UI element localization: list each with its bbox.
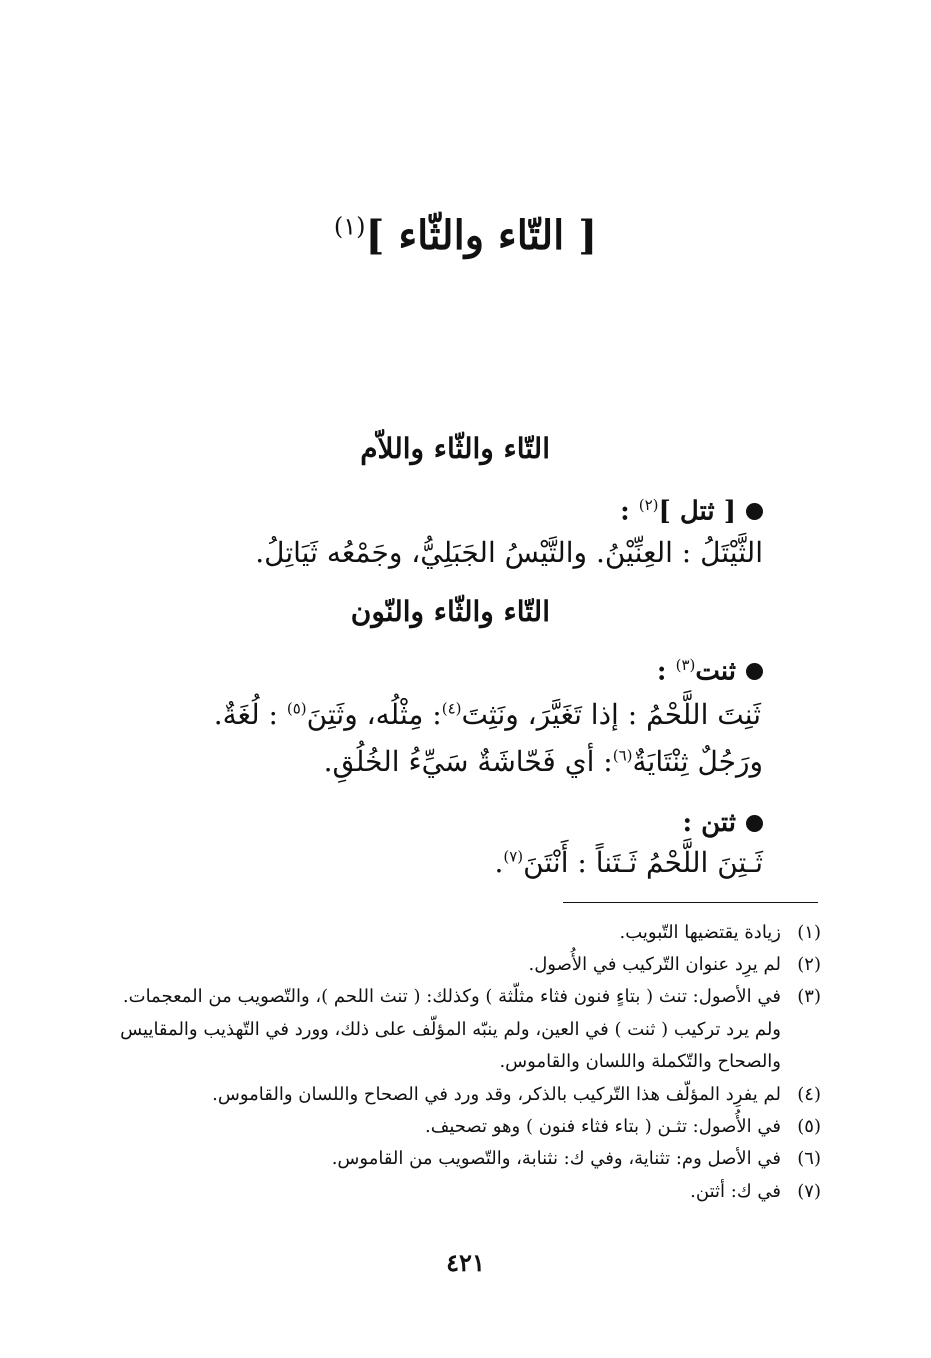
section-heading-tha-lam: التّاء والثّاء واللاّم [360, 432, 550, 465]
entry-head-thtn [682, 808, 763, 838]
footnote-4: (٤) لم يفرِد المؤلّف هذا التّركيب بالذكر، وقد ورد في الصحاح واللسان والقاموس. [212, 1084, 821, 1105]
bullet-icon [746, 815, 763, 832]
footnote-7: (٧) في ك: أثتن. [690, 1181, 821, 1202]
bullet-icon [746, 663, 763, 680]
footnote-number: (٧) [797, 1181, 821, 1202]
entry-head-text: ثتن : [682, 808, 736, 838]
entry-line: ورَجُلٌ ثِنْتَايَةٌ$^{(٦)}$: أي فَحّاشَةٌ سَيِّءُ الخُلُقِ. [323, 745, 763, 778]
footnote-number: (٥) [797, 1116, 821, 1137]
entry-line: ثَـتِنَ اللَّحْمُ ثَـتَناً : أَنْتَنَ$^{(٧)}$. [494, 846, 763, 879]
bullet-icon [746, 503, 763, 520]
entry-line: الثَّيْتَلُ : العِنِّيْنُ. والتَّيْسُ الجَبَلِيُّ، وجَمْعُه ثَيَاتِلُ. [255, 536, 763, 569]
footnote-divider [563, 902, 818, 903]
footnote-2: (٢) لم يرِد عنوان التّركيب في الأُصول. [528, 954, 821, 975]
footnote-number: (٣) [797, 986, 821, 1007]
entry-head-thtl [620, 496, 763, 527]
footnote-3-line-3: والصحاح والتّكملة واللسان والقاموس. [499, 1051, 781, 1072]
footnote-number: (٢) [797, 954, 821, 975]
footnote-number: (٤) [797, 1084, 821, 1105]
footnote-6: (٦) في الأصل وم: تثناية، وفي ك: نثنابة، والتّصويب من القاموس. [331, 1148, 821, 1169]
chapter-title [0, 212, 931, 259]
footnote-number: (٦) [797, 1148, 821, 1169]
entry-head-text: ثنت$^{(٣)}$ : [656, 656, 736, 687]
page-number: ٤٢١ [446, 1248, 485, 1277]
footnote-5: (٥) في الأُصول: تثـن ( بتاء فثاء فنون ) وهو تصحيف. [425, 1116, 821, 1137]
footnote-number: (١) [797, 922, 821, 943]
footnote-3: (٣) في الأصول: تنث ( بتاءٍ فنون فثاء مثلّثة ) وكذلك: ( تنث اللحم )، والتّصويب من المعجمات. [122, 986, 821, 1007]
entry-head-thnt [657, 656, 763, 687]
chapter-title-text: [ التّاء والثّاء ] [365, 212, 598, 259]
footnote-3-line-2: ولم يرد تركيب ( ثنت ) في العين، ولم ينبّه المؤلّف على ذلك، وورد في التّهذيب والمقاييس [120, 1019, 781, 1040]
footnote-1: (١) زيادة يقتضيها التّبويب. [619, 922, 821, 943]
entry-head-text: [ ثتل ]$^{(٢)}$ : [620, 496, 736, 527]
entry-line: ثَنِتَ اللَّحْمُ : إذا تَغَيَّرَ، ونَثِتَ$^{(٤)}$: مِثْلُه، وثَتِنَ$^{(٥)}$ : لُغَةٌ. [213, 698, 761, 731]
chapter-title-note: (١) [333, 212, 366, 241]
section-heading-tha-nun: التّاء والثّاء والنّون [350, 595, 550, 628]
